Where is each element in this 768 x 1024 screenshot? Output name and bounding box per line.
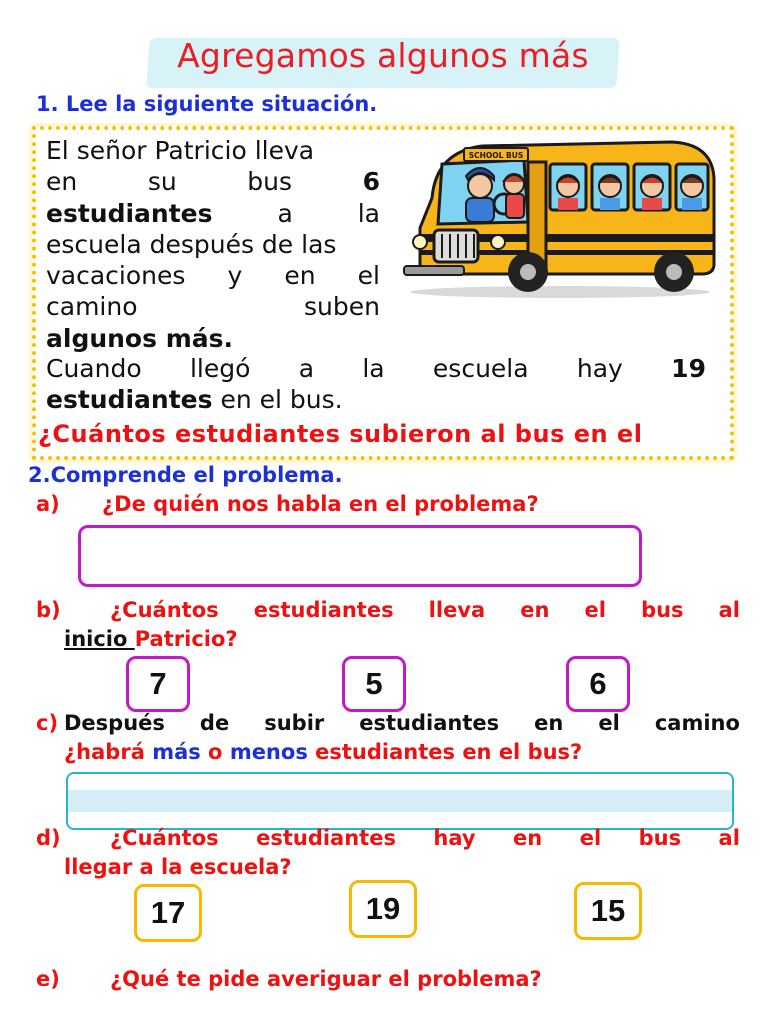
story-text-bottom: Cuando llegó a la escuela hay 19 estudiantes en el bus.: [46, 354, 706, 415]
question-d-label: d): [36, 826, 61, 850]
option-b-1[interactable]: 7: [126, 656, 190, 712]
question-b-label: b): [36, 598, 61, 622]
question-d-text: ¿Cuántos estudiantes hay en el bus al llegar a la escuela?: [64, 826, 740, 879]
option-b-3[interactable]: 6: [566, 656, 630, 712]
question-c-label: c): [36, 711, 59, 735]
question-a-text: ¿De quién nos habla en el problema?: [102, 492, 539, 516]
answer-box-c[interactable]: [66, 772, 734, 830]
option-b-2[interactable]: 5: [342, 656, 406, 712]
question-e-text: ¿Qué te pide averiguar el problema?: [110, 967, 542, 991]
answer-box-a[interactable]: [78, 525, 642, 587]
option-d-1[interactable]: 17: [134, 884, 202, 942]
question-b-text: ¿Cuántos estudiantes lleva en el bus al inicio Patricio?: [64, 598, 740, 651]
svg-text:SCHOOL BUS: SCHOOL BUS: [468, 151, 524, 160]
question-a-label: a): [36, 492, 60, 516]
story-question: ¿Cuántos estudiantes subieron al bus en el: [38, 420, 643, 448]
option-d-2[interactable]: 19: [349, 880, 417, 938]
option-d-3[interactable]: 15: [574, 882, 642, 940]
story-text-left: El señor Patricio lleva en su bus 6 estudiantes a la escuela después de las vacaciones y en el camino suben algunos más.: [46, 136, 380, 353]
page-title: Agregamos algunos más: [177, 36, 589, 75]
question-e-label: e): [36, 967, 60, 991]
question-c-text: Después de subir estudiantes en el camino ¿habrá más o menos estudiantes en el bus?: [64, 711, 740, 764]
section-1-heading: 1. Lee la siguiente situación.: [36, 92, 378, 116]
school-bus-image: [402, 138, 718, 300]
section-2-heading: 2.Comprende el problema.: [28, 463, 343, 487]
